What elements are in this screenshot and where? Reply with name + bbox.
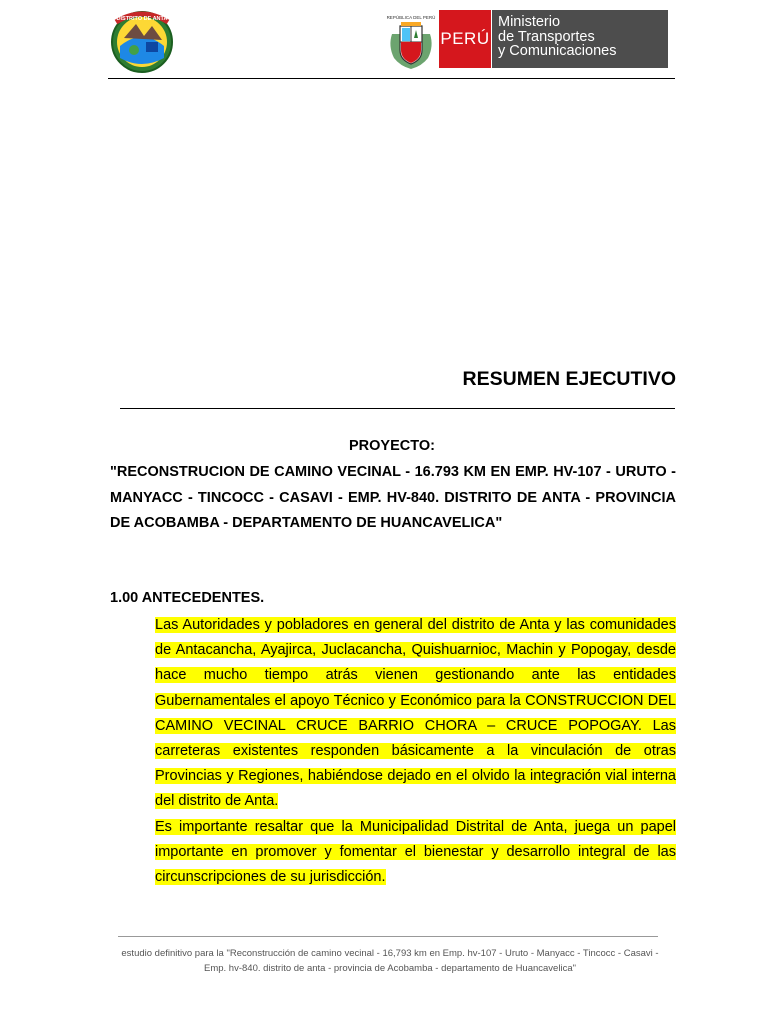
paragraph-2 [155, 815, 676, 891]
district-anta-logo [110, 8, 174, 74]
peru-brand-label: PERÚ [439, 10, 491, 68]
header-divider [108, 78, 675, 79]
project-name: "RECONSTRUCION DE CAMINO VECINAL - 16.793 KM EN EMP. HV-107 - URUTO - MANYACC - TINCOCC - CASAVI - EMP. HV-840. DISTRITO DE ANTA - PROVINCIA DE ACOBAMBA - DEPARTAMENTO DE HUANCAVELICA" [110, 464, 676, 531]
highlighted-text: Las Autoridades y pobladores en general del distrito de Anta y las comunidades de Antacancha, Ayajirca, Juclacancha, Quishuarnioc, Machin y Popogay, desde hace mucho tiempo atrás vienen gestionando ante las entidades Gubernamentales el apoyo Técnico y Económico para la CONSTRUCCION DEL CAMINO VECINAL CRUCE BARRIO CHORA – CRUCE POPOGAY. Las carreteras existentes responden básicamente a la vinculación de otras Provincias y Regiones, habiéndose dejado en el olvido la integración vial interna del distrito de Anta. [155, 617, 676, 810]
svg-text:DISTRITO DE ANTA: DISTRITO DE ANTA [116, 16, 168, 22]
footer-divider [118, 936, 658, 937]
document-title: RESUMEN EJECUTIVO [462, 368, 676, 390]
ministry-line-1: Ministerio [498, 14, 561, 30]
section-body [155, 613, 676, 890]
ministry-line-2: de Transportes [498, 28, 595, 45]
title-divider [120, 408, 675, 409]
highlighted-text: Es importante resaltar que la Municipalidad Distrital de Anta, juega un papel importante en promover y fomentar el bienestar y desarrollo integral de las circunscripciones de su jurisdicción. [155, 818, 676, 886]
page-header [108, 8, 676, 80]
ministry-brand-label [492, 10, 668, 68]
svg-text:REPÚBLICA DEL PERÚ: REPÚBLICA DEL PERÚ [386, 15, 436, 20]
project-label: PROYECTO: [349, 438, 435, 454]
paragraph-1 [155, 613, 676, 815]
ministry-line-3: y Comunicaciones [498, 43, 617, 59]
page-footer: estudio definitivo para la "Reconstrucción de camino vecinal - 16,793 km en Emp. hv-107 - Uruto - Manyacc - Tincocc - Casavi - Emp. hv-840. distrito de anta - provincia de Acobamba - departamento de Huancavelica" [121, 948, 659, 974]
section-heading: 1.00 ANTECEDENTES. [110, 590, 265, 606]
peru-coat-of-arms-icon [386, 12, 436, 72]
